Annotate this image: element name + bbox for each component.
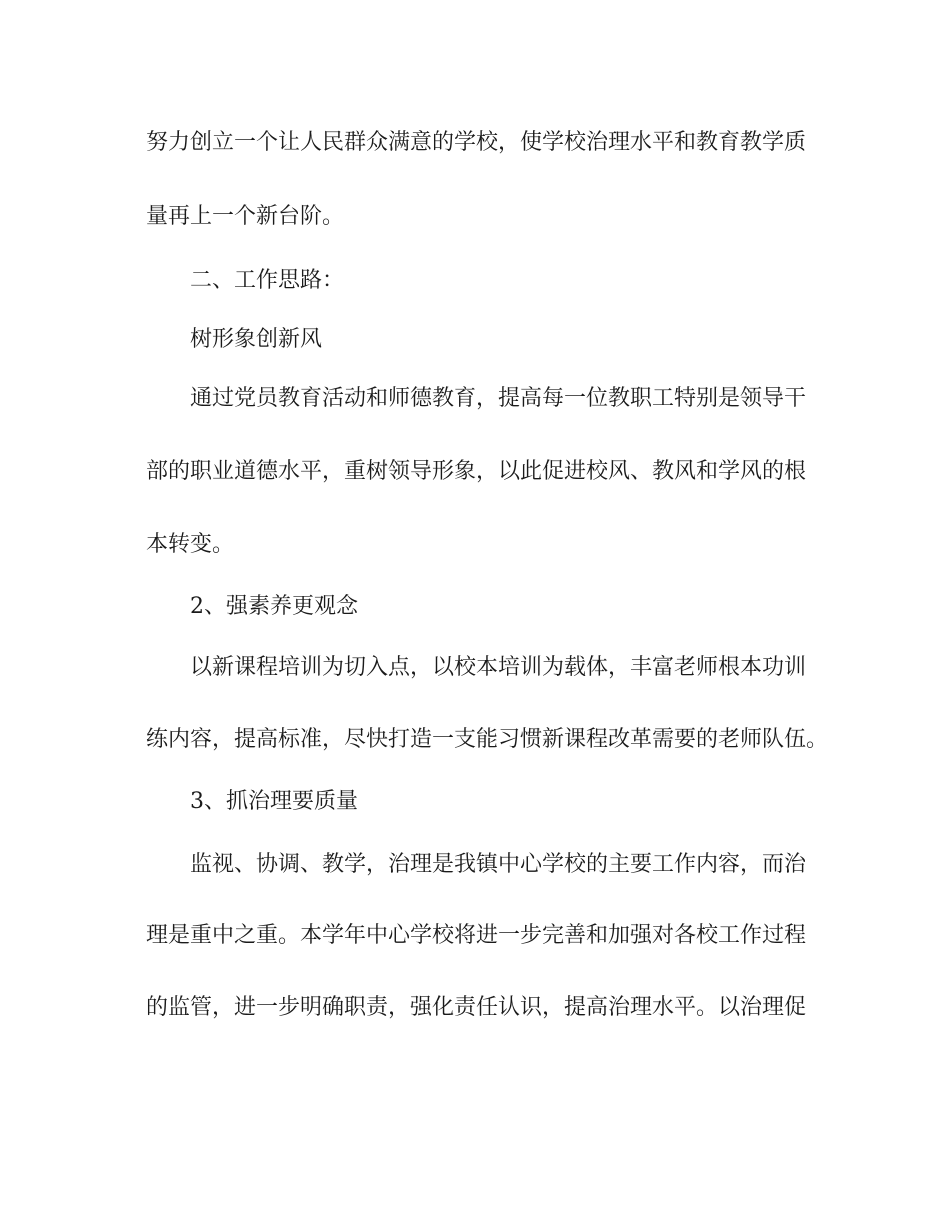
body-text-line: 以新课程培训为切入点，以校本培训为载体，丰富老师根本功训 (190, 655, 807, 680)
body-text-line: 监视、协调、教学，治理是我镇中心学校的主要工作内容，而治 (190, 852, 807, 877)
body-text-line: 量再上一个新台阶。 (146, 204, 345, 229)
section-heading: 二、工作思路： (190, 268, 345, 293)
subheading: 树形象创新风 (190, 327, 323, 352)
body-text-line: 本转变。 (146, 532, 235, 557)
body-text-line: 的监管，进一步明确职责，强化责任认识，提高治理水平。以治理促 (146, 995, 807, 1020)
body-text-line: 努力创立一个让人民群众满意的学校，使学校治理水平和教育教学质 (146, 130, 807, 155)
subheading: 3、抓治理要质量 (190, 789, 358, 814)
body-text-line: 部的职业道德水平，重树领导形象，以此促进校风、教风和学风的根 (146, 459, 807, 484)
body-text-line: 练内容，提高标准，尽快打造一支能习惯新课程改革需要的老师队伍。 (146, 727, 829, 752)
body-text-line: 通过党员教育活动和师德教育，提高每一位教职工特别是领导干 (190, 386, 807, 411)
subheading: 2、强素养更观念 (190, 594, 358, 619)
body-text-line: 理是重中之重。本学年中心学校将进一步完善和加强对各校工作过程 (146, 923, 807, 948)
